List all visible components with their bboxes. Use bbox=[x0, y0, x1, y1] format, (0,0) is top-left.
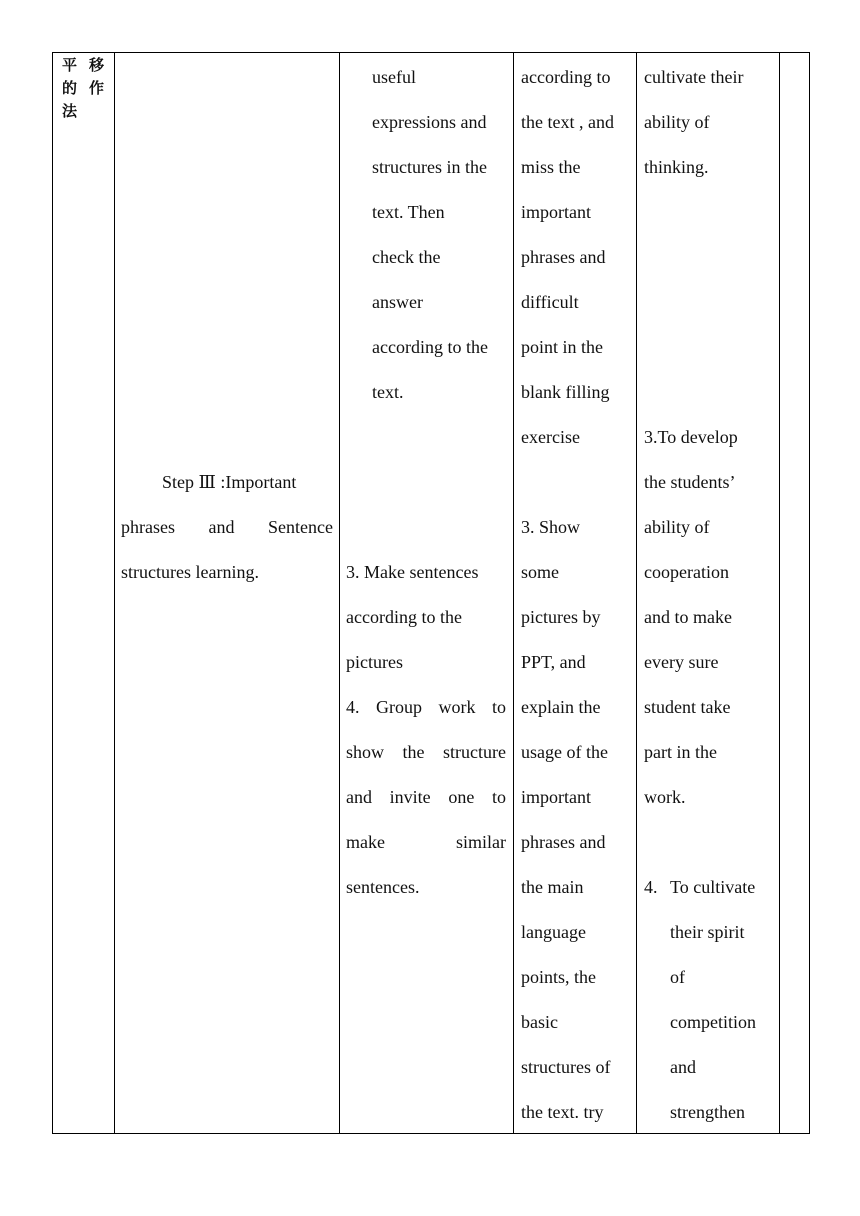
purpose-line: every sure bbox=[644, 652, 719, 672]
purpose-line: 3.To develop bbox=[644, 427, 738, 447]
step-title-line: phrases and Sentence bbox=[121, 517, 333, 537]
teaching-line: point in the bbox=[521, 337, 603, 357]
purpose-line: student take bbox=[644, 697, 731, 717]
teaching-line: the main bbox=[521, 877, 584, 897]
teaching-line: miss the bbox=[521, 157, 581, 177]
label-char: 的 bbox=[62, 79, 78, 97]
purpose-line: and to make bbox=[644, 607, 732, 627]
teaching-line: structures of bbox=[521, 1057, 611, 1077]
teaching-line: PPT, and bbox=[521, 652, 586, 672]
teaching-line: important bbox=[521, 787, 591, 807]
teaching-line: phrases and bbox=[521, 247, 606, 267]
teaching-line: points, the bbox=[521, 967, 596, 987]
label-char: 平 bbox=[62, 56, 78, 74]
lesson-plan-table bbox=[52, 52, 810, 1134]
purpose-line: ability of bbox=[644, 517, 710, 537]
activity-line: sentences. bbox=[346, 877, 420, 897]
teaching-line: blank filling bbox=[521, 382, 610, 402]
activity-line: check the bbox=[372, 247, 441, 267]
teaching-line: according to bbox=[521, 67, 611, 87]
teaching-line: pictures by bbox=[521, 607, 601, 627]
purpose-line: thinking. bbox=[644, 157, 709, 177]
teaching-line: the text , and bbox=[521, 112, 614, 132]
purpose-line: of bbox=[670, 967, 685, 987]
step-title-line: Step Ⅲ :Important bbox=[162, 472, 297, 492]
teaching-line: usage of the bbox=[521, 742, 608, 762]
activity-line: make similar bbox=[346, 832, 506, 852]
teaching-line: basic bbox=[521, 1012, 558, 1032]
activity-line: pictures bbox=[346, 652, 403, 672]
label-char: 移 bbox=[89, 56, 105, 74]
activity-line: text. bbox=[372, 382, 404, 402]
purpose-line: ability of bbox=[644, 112, 710, 132]
teaching-line: difficult bbox=[521, 292, 579, 312]
activity-line: 3. Make sentences bbox=[346, 562, 479, 582]
purpose-line: cultivate their bbox=[644, 67, 744, 87]
teaching-line: exercise bbox=[521, 427, 580, 447]
step-cell bbox=[115, 53, 339, 1133]
activity-line: according to the bbox=[372, 337, 488, 357]
purpose-line: To cultivate bbox=[670, 877, 756, 897]
purpose-line: the students’ bbox=[644, 472, 736, 492]
purpose-line: strengthen bbox=[670, 1102, 745, 1122]
activity-line: show the structure bbox=[346, 742, 506, 762]
activity-line: answer bbox=[372, 292, 423, 312]
activity-line: text. Then bbox=[372, 202, 445, 222]
purpose-line: their spirit bbox=[670, 922, 745, 942]
teaching-line: 3. Show bbox=[521, 517, 581, 537]
teaching-line: explain the bbox=[521, 697, 601, 717]
teaching-line: language bbox=[521, 922, 586, 942]
teaching-cell bbox=[514, 53, 636, 1133]
label-char: 法 bbox=[62, 102, 78, 120]
activity-line: structures in the bbox=[372, 157, 487, 177]
activity-line: and invite one to bbox=[346, 787, 506, 807]
purpose-cell bbox=[637, 53, 779, 1133]
purpose-line: part in the bbox=[644, 742, 717, 762]
activity-line: expressions and bbox=[372, 112, 487, 132]
teaching-line: phrases and bbox=[521, 832, 606, 852]
purpose-line: and bbox=[670, 1057, 696, 1077]
teaching-line: the text. try bbox=[521, 1102, 604, 1122]
teaching-line: important bbox=[521, 202, 591, 222]
activity-line: useful bbox=[372, 67, 416, 87]
purpose-line: work. bbox=[644, 787, 686, 807]
empty-cell bbox=[780, 53, 810, 1133]
purpose-line: competition bbox=[670, 1012, 756, 1032]
activity-cell bbox=[340, 53, 513, 1133]
label-cell bbox=[53, 53, 114, 1133]
step-title-line: structures learning. bbox=[121, 562, 259, 582]
purpose-line: cooperation bbox=[644, 562, 729, 582]
label-char: 作 bbox=[89, 79, 105, 97]
activity-line: 4. Group work to bbox=[346, 697, 506, 717]
teaching-line: some bbox=[521, 562, 559, 582]
purpose-list-number: 4. bbox=[644, 877, 658, 897]
activity-line: according to the bbox=[346, 607, 462, 627]
